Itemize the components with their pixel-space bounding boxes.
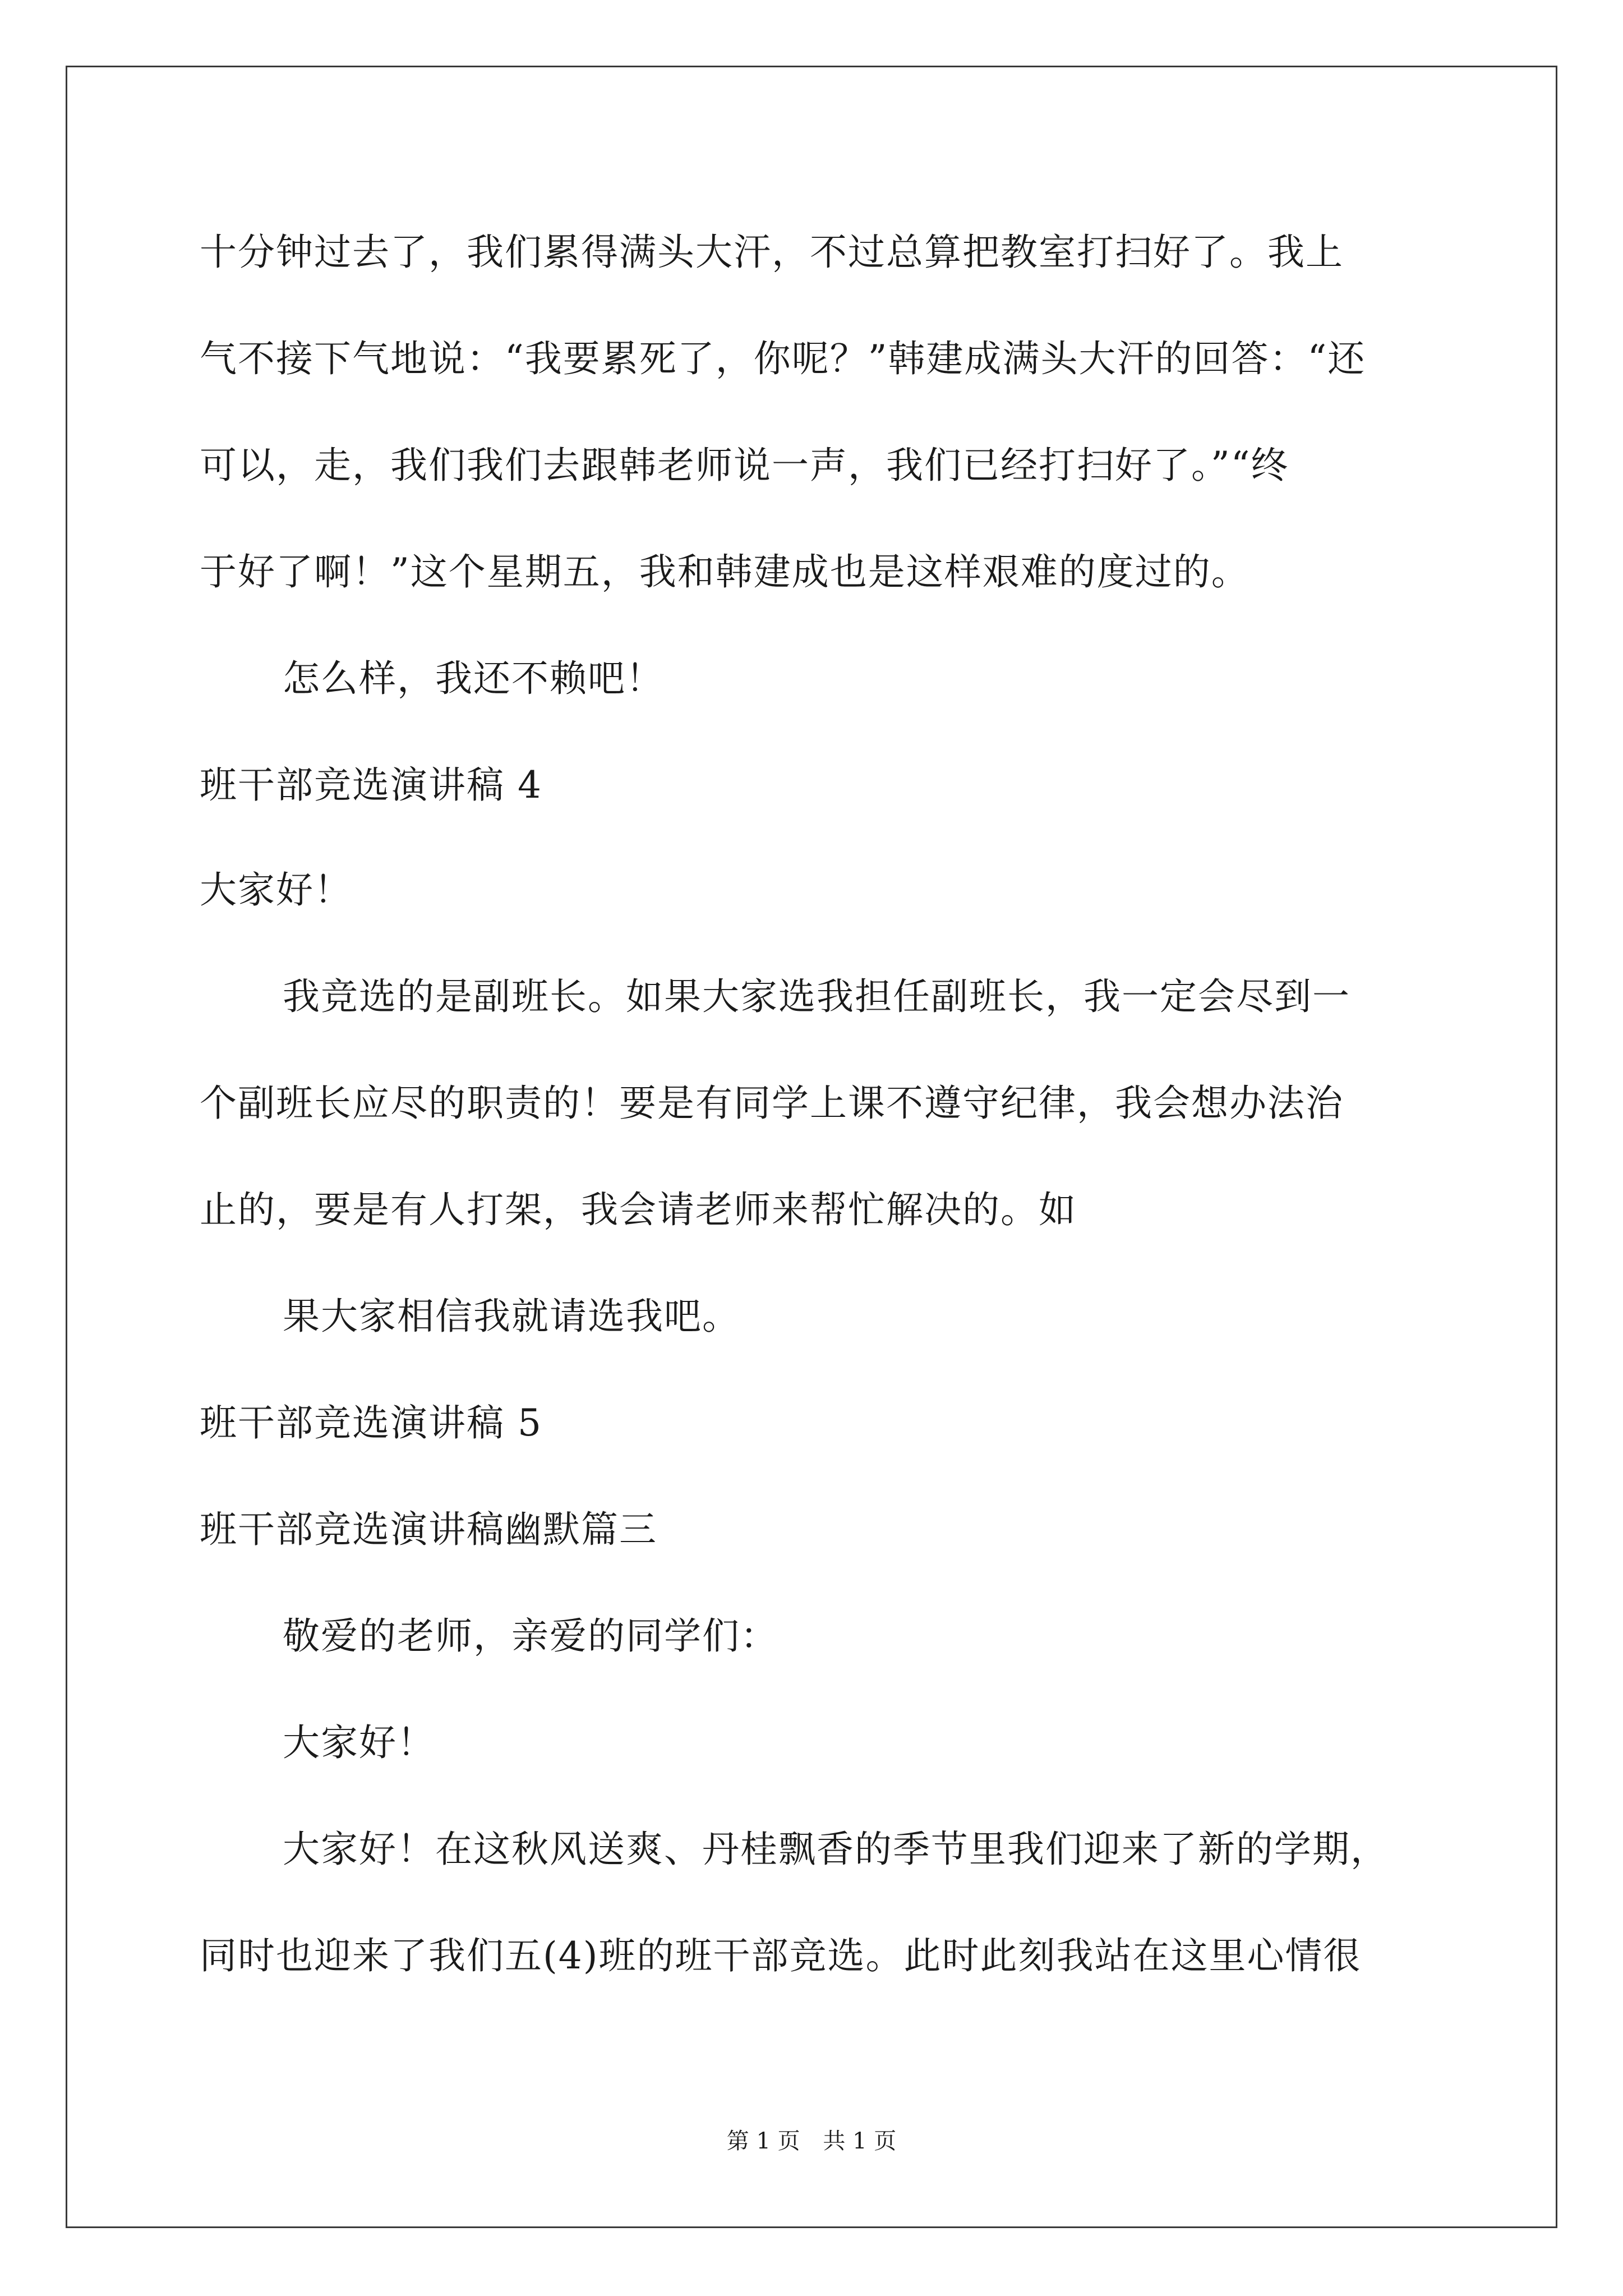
section-heading: 班干部竞选演讲稿幽默篇三 — [200, 1508, 657, 1551]
greeting-line: 大家好！ — [200, 868, 352, 912]
paragraph-line: 大家好！在这秋风送爽、丹桂飘香的季节里我们迎来了新的学期， — [283, 1828, 1389, 1871]
paragraph-line: 气不接下气地说：“我要累死了，你呢？”韩建成满头大汗的回答：“还 — [200, 337, 1366, 380]
paragraph-line: 止的，要是有人打架，我会请老师来帮忙解决的。如 — [200, 1188, 1077, 1231]
paragraph-line: 可以，走，我们我们去跟韩老师说一声，我们已经打扫好了。”“终 — [200, 444, 1289, 487]
paragraph-line: 我竞选的是副班长。如果大家选我担任副班长，我一定会尽到一 — [283, 975, 1350, 1018]
page-total: 共 1 页 — [823, 2128, 897, 2154]
paragraph-line: 怎么样，我还不赖吧！ — [283, 657, 664, 700]
paragraph-line: 果大家相信我就请选我吧。 — [283, 1295, 740, 1338]
page-number: 第 1 页 — [726, 2128, 800, 2154]
greeting-line: 大家好！ — [283, 1721, 435, 1764]
paragraph-line: 同时也迎来了我们五(4)班的班干部竞选。此时此刻我站在这里心情很 — [200, 1934, 1362, 1977]
salutation-line: 敬爱的老师，亲爱的同学们： — [283, 1614, 778, 1658]
page-footer — [0, 2127, 1623, 2155]
paragraph-line: 个副班长应尽的职责的！要是有同学上课不遵守纪律，我会想办法治 — [200, 1082, 1344, 1125]
page-frame — [66, 66, 1557, 2228]
paragraph-line: 于好了啊！”这个星期五，我和韩建成也是这样艰难的度过的。 — [200, 550, 1249, 593]
paragraph-line: 十分钟过去了，我们累得满头大汗，不过总算把教室打扫好了。我上 — [200, 231, 1344, 274]
section-heading: 班干部竞选演讲稿 5 — [200, 1401, 542, 1444]
section-heading: 班干部竞选演讲稿 4 — [200, 763, 542, 807]
